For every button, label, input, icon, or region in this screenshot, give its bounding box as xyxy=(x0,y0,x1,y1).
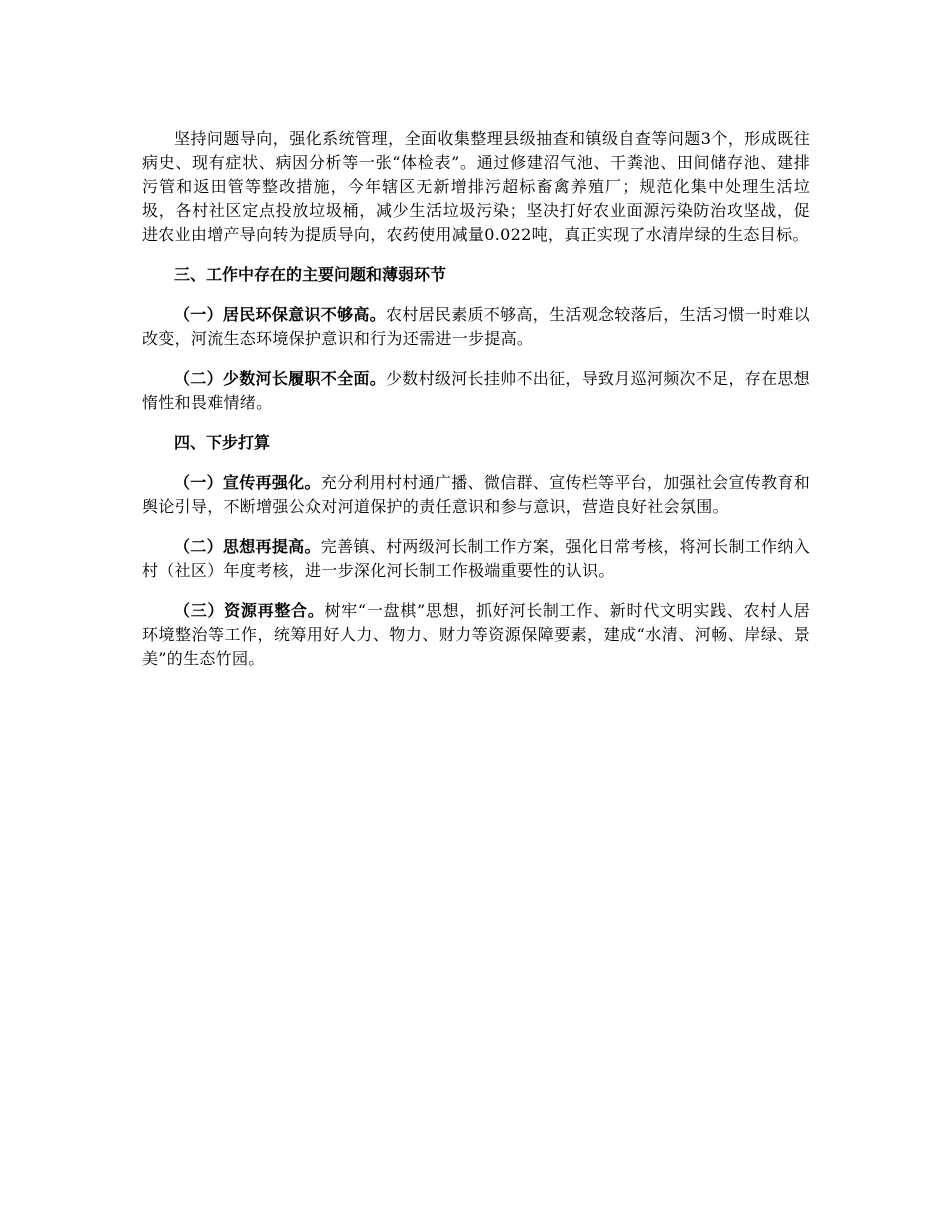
plan-item-2-lead: （二）思想再提高。 xyxy=(174,537,321,556)
document-page xyxy=(142,127,810,687)
section-heading-next-steps: 四、下步打算 xyxy=(174,433,271,452)
plan-item-1-text: 充分利用村村通广播、微信群、宣传栏等平台，加强社会宣传教育和舆论引导，不断增强公众对河道保护的责任意识和参与意识，营造良好社会氛围。 xyxy=(142,473,810,516)
plan-item-1-lead: （一）宣传再强化。 xyxy=(174,473,321,492)
plan-item-3 xyxy=(142,599,810,671)
intro-paragraph: 坚持问题导向，强化系统管理，全面收集整理县级抽查和镇级自查等问题3个，形成既往病史、现有症状、病因分析等一张“体检表”。通过修建沼气池、干粪池、田间储存池、建排污管和返田管等整改措施，今年辖区无新增排污超标畜禽养殖厂；规范化集中处理生活垃圾，各村社区定点投放垃圾桶，减少生活垃圾污染；坚决打好农业面源污染防治攻坚战，促进农业由增产导向转为提质导向，农药使用减量0.022吨，真正实现了水清岸绿的生态目标。 xyxy=(142,129,810,244)
problem-item-2-text: 少数村级河长挂帅不出征，导致月巡河频次不足，存在思想惰性和畏难情绪。 xyxy=(142,369,810,412)
plan-item-3-lead: （三）资源再整合。 xyxy=(174,601,325,620)
section-heading-problems: 三、工作中存在的主要问题和薄弱环节 xyxy=(174,265,447,284)
problem-item-1-lead: （一）居民环保意识不够高。 xyxy=(174,305,386,324)
problem-item-2 xyxy=(142,367,810,415)
plan-item-2 xyxy=(142,535,810,583)
plan-item-2-text: 完善镇、村两级河长制工作方案，强化日常考核，将河长制工作纳入村（社区）年度考核，进一步深化河长制工作极端重要性的认识。 xyxy=(142,537,810,580)
plan-item-3-text: 树牢“一盘棋”思想，抓好河长制工作、新时代文明实践、农村人居环境整治等工作，统筹用好人力、物力、财力等资源保障要素，建成“水清、河畅、岸绿、景美”的生态竹园。 xyxy=(142,601,810,668)
problem-item-2-lead: （二）少数河长履职不全面。 xyxy=(174,369,386,388)
plan-item-1 xyxy=(142,471,810,519)
problem-item-1-text: 农村居民素质不够高，生活观念较落后，生活习惯一时难以改变，河流生态环境保护意识和行为还需进一步提高。 xyxy=(142,305,810,348)
problem-item-1 xyxy=(142,303,810,351)
